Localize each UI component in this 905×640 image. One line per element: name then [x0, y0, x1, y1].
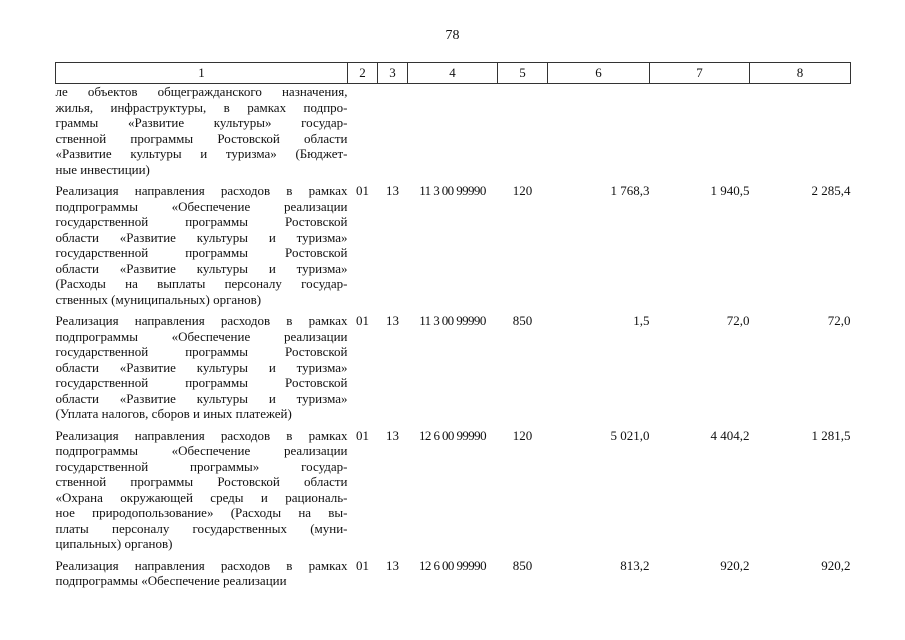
section-code: 01 [356, 183, 369, 198]
description-line: государственной программы Ростовской [55, 375, 348, 390]
amount-year-3: 72,0 [827, 313, 851, 328]
target-article-code: 12 6 00 99990 [419, 557, 486, 573]
subsection-code: 13 [386, 313, 399, 328]
description-line: (Уплата налогов, сборов и иных платежей) [55, 406, 292, 421]
column-header: 1 [56, 63, 348, 84]
budget-table [55, 62, 851, 595]
description-line: подпрограммы «Обеспечение реализации [55, 328, 348, 344]
amount-year-2: 72,0 [726, 313, 750, 328]
amount-year-1: 1 768,3 [610, 183, 650, 198]
description-line: государственной программы Ростовской [55, 245, 348, 260]
expense-type-code: 120 [512, 427, 533, 443]
description-line: подпрограммы «Обеспечение реализации [55, 443, 348, 458]
subsection-code: 13 [386, 557, 399, 573]
table-row [56, 428, 851, 558]
expense-type-code: 850 [512, 557, 533, 573]
column-header: 8 [750, 63, 851, 84]
column-header: 2 [348, 63, 378, 84]
section-code: 01 [356, 557, 369, 573]
target-article-code: 11 3 00 99990 [419, 313, 486, 328]
column-header: 5 [498, 63, 548, 84]
target-article-code: 12 6 00 99990 [419, 427, 486, 443]
table-row-continuation [56, 84, 851, 184]
column-header: 4 [408, 63, 498, 84]
amount-year-2: 920,2 [720, 557, 750, 573]
description-line: платы персоналу государственных (муни- [55, 520, 348, 536]
row-description [56, 558, 348, 595]
description-line: государственной программы Ростовской [55, 214, 348, 229]
target-article-code: 11 3 00 99990 [419, 183, 486, 198]
section-code: 01 [356, 427, 369, 443]
description-line: ственной программы Ростовской области [55, 474, 348, 489]
description-line: Реализация направления расходов в рамках [55, 557, 348, 573]
description-line: (Расходы на выплаты персоналу государ- [55, 276, 348, 291]
description-line: ственной программы Ростовской области [55, 130, 348, 146]
description-line: подпрограммы «Обеспечение реализации [55, 198, 348, 214]
subsection-code: 13 [386, 427, 399, 443]
row-description [56, 428, 348, 558]
amount-year-1: 813,2 [620, 557, 650, 573]
row-description [56, 84, 348, 184]
description-line: ственных (муниципальных) органов) [55, 291, 262, 307]
amount-year-3: 2 285,4 [811, 183, 851, 198]
amount-year-2: 1 940,5 [710, 183, 750, 198]
expense-type-code: 850 [512, 313, 533, 328]
description-line: ципальных) органов) [55, 536, 173, 551]
expense-type-code: 120 [512, 183, 533, 198]
section-code: 01 [356, 313, 369, 328]
description-line: государственной программы Ростовской [55, 344, 348, 359]
description-line: государственной программы» государ- [55, 458, 348, 474]
description-line: Реализация направления расходов в рамках [55, 313, 348, 328]
description-line: области «Развитие культуры и туризма» [55, 229, 348, 245]
table-row [56, 558, 851, 595]
page-number: 78 [445, 28, 460, 43]
description-line: жилья, инфраструктуры, в рамках подпро- [55, 99, 348, 115]
description-line: области «Развитие культуры и туризма» [55, 390, 348, 406]
amount-year-1: 5 021,0 [610, 427, 650, 443]
description-line: области «Развитие культуры и туризма» [55, 359, 348, 375]
description-line: «Развитие культуры и туризма» (Бюджет- [55, 146, 348, 161]
description-line: ное природопользование» (Расходы на вы- [55, 505, 348, 520]
column-header: 7 [650, 63, 750, 84]
row-description [56, 183, 348, 313]
table-row [56, 313, 851, 428]
subsection-code: 13 [386, 183, 399, 198]
description-line: «Охрана окружающей среды и рациональ- [55, 489, 348, 505]
table-header-row [56, 63, 851, 84]
amount-year-2: 4 404,2 [710, 427, 750, 443]
description-line: Реализация направления расходов в рамках [55, 183, 348, 198]
description-line: граммы «Развитие культуры» государ- [55, 115, 348, 130]
column-header: 3 [378, 63, 408, 84]
amount-year-1: 1,5 [633, 313, 650, 328]
row-description [56, 313, 348, 428]
column-header: 6 [548, 63, 650, 84]
description-line: Реализация направления расходов в рамках [55, 427, 348, 443]
amount-year-3: 1 281,5 [811, 427, 851, 443]
description-line: области «Развитие культуры и туризма» [55, 260, 348, 276]
amount-year-3: 920,2 [821, 557, 851, 573]
description-line: ные инвестиции) [55, 161, 150, 177]
table-row [56, 183, 851, 313]
description-line: подпрограммы «Обеспечение реализации [55, 573, 287, 588]
description-line: ле объектов общегражданского назначения, [55, 84, 348, 99]
